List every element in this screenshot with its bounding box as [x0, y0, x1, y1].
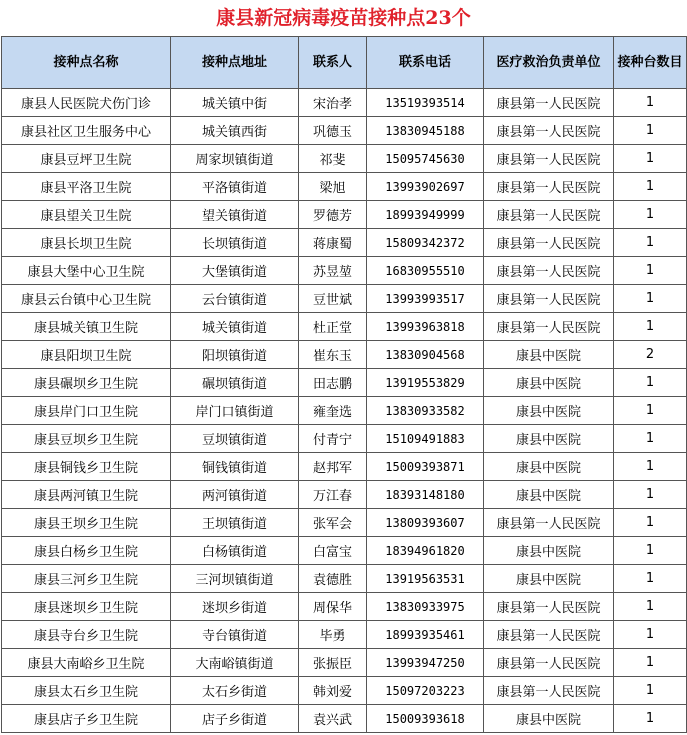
cell-station-count: 1 [614, 565, 687, 593]
cell-site-name: 康县寺台乡卫生院 [2, 621, 171, 649]
cell-medical-unit: 康县中医院 [484, 425, 614, 453]
cell-contact-person: 袁兴武 [299, 705, 367, 733]
cell-site-name: 康县人民医院犬伤门诊 [2, 89, 171, 117]
table-row [2, 649, 687, 677]
cell-contact-phone: 18394961820 [367, 537, 484, 565]
cell-contact-phone: 13809393607 [367, 509, 484, 537]
cell-contact-person: 赵邦军 [299, 453, 367, 481]
cell-site-address: 云台镇街道 [171, 285, 299, 313]
header-contact-phone: 联系电话 [367, 37, 484, 89]
cell-medical-unit: 康县第一人民医院 [484, 649, 614, 677]
cell-station-count: 1 [614, 453, 687, 481]
cell-site-name: 康县云台镇中心卫生院 [2, 285, 171, 313]
table-row [2, 201, 687, 229]
cell-contact-phone: 13830933582 [367, 397, 484, 425]
cell-medical-unit: 康县第一人民医院 [484, 621, 614, 649]
cell-site-name: 康县大南峪乡卫生院 [2, 649, 171, 677]
cell-station-count: 1 [614, 229, 687, 257]
cell-medical-unit: 康县中医院 [484, 705, 614, 733]
table-header-row [2, 37, 687, 89]
table-row [2, 145, 687, 173]
cell-station-count: 1 [614, 313, 687, 341]
cell-station-count: 1 [614, 117, 687, 145]
cell-contact-phone: 15009393618 [367, 705, 484, 733]
table-row [2, 537, 687, 565]
cell-station-count: 1 [614, 537, 687, 565]
cell-site-address: 望关镇街道 [171, 201, 299, 229]
cell-station-count: 1 [614, 369, 687, 397]
cell-site-name: 康县岸门口卫生院 [2, 397, 171, 425]
table-row [2, 89, 687, 117]
cell-station-count: 1 [614, 397, 687, 425]
cell-contact-phone: 18993935461 [367, 621, 484, 649]
cell-contact-phone: 15109491883 [367, 425, 484, 453]
cell-site-address: 豆坝镇街道 [171, 425, 299, 453]
header-medical-unit: 医疗救治负责单位 [484, 37, 614, 89]
table-row [2, 285, 687, 313]
cell-medical-unit: 康县中医院 [484, 481, 614, 509]
cell-site-name: 康县城关镇卫生院 [2, 313, 171, 341]
table-row [2, 397, 687, 425]
cell-medical-unit: 康县第一人民医院 [484, 677, 614, 705]
table-row [2, 453, 687, 481]
cell-contact-phone: 15009393871 [367, 453, 484, 481]
cell-contact-phone: 13919553829 [367, 369, 484, 397]
cell-contact-person: 苏昱堃 [299, 257, 367, 285]
cell-contact-person: 万江春 [299, 481, 367, 509]
cell-contact-phone: 13993963818 [367, 313, 484, 341]
table-row [2, 313, 687, 341]
cell-site-address: 迷坝乡街道 [171, 593, 299, 621]
cell-contact-phone: 15095745630 [367, 145, 484, 173]
cell-contact-person: 田志鹏 [299, 369, 367, 397]
table-row [2, 621, 687, 649]
cell-contact-person: 梁旭 [299, 173, 367, 201]
table-row [2, 173, 687, 201]
cell-site-name: 康县碾坝乡卫生院 [2, 369, 171, 397]
cell-contact-person: 罗德芳 [299, 201, 367, 229]
cell-contact-person: 豆世斌 [299, 285, 367, 313]
header-site-name: 接种点名称 [2, 37, 171, 89]
cell-contact-phone: 13993993517 [367, 285, 484, 313]
cell-site-name: 康县长坝卫生院 [2, 229, 171, 257]
cell-site-address: 白杨镇街道 [171, 537, 299, 565]
cell-station-count: 1 [614, 621, 687, 649]
cell-contact-person: 祁斐 [299, 145, 367, 173]
cell-medical-unit: 康县第一人民医院 [484, 173, 614, 201]
cell-medical-unit: 康县第一人民医院 [484, 89, 614, 117]
cell-site-name: 康县王坝乡卫生院 [2, 509, 171, 537]
cell-site-name: 康县豆坝乡卫生院 [2, 425, 171, 453]
cell-contact-person: 付青宁 [299, 425, 367, 453]
cell-site-address: 阳坝镇街道 [171, 341, 299, 369]
cell-station-count: 1 [614, 201, 687, 229]
cell-station-count: 1 [614, 593, 687, 621]
cell-contact-phone: 16830955510 [367, 257, 484, 285]
cell-site-address: 岸门口镇街道 [171, 397, 299, 425]
cell-contact-phone: 18993949999 [367, 201, 484, 229]
cell-station-count: 1 [614, 705, 687, 733]
cell-site-address: 寺台镇街道 [171, 621, 299, 649]
cell-station-count: 1 [614, 145, 687, 173]
cell-site-address: 城关镇街道 [171, 313, 299, 341]
cell-site-address: 大南峪镇街道 [171, 649, 299, 677]
cell-site-address: 王坝镇街道 [171, 509, 299, 537]
cell-site-address: 大堡镇街道 [171, 257, 299, 285]
cell-station-count: 1 [614, 173, 687, 201]
vaccination-sites-table [1, 36, 687, 733]
cell-station-count: 1 [614, 481, 687, 509]
cell-station-count: 1 [614, 425, 687, 453]
table-row [2, 425, 687, 453]
cell-medical-unit: 康县中医院 [484, 397, 614, 425]
cell-medical-unit: 康县第一人民医院 [484, 509, 614, 537]
cell-site-address: 长坝镇街道 [171, 229, 299, 257]
cell-station-count: 1 [614, 285, 687, 313]
table-row [2, 117, 687, 145]
table-row [2, 257, 687, 285]
cell-contact-person: 杜正堂 [299, 313, 367, 341]
cell-medical-unit: 康县中医院 [484, 341, 614, 369]
cell-contact-person: 毕勇 [299, 621, 367, 649]
cell-site-name: 康县太石乡卫生院 [2, 677, 171, 705]
cell-site-name: 康县铜钱乡卫生院 [2, 453, 171, 481]
cell-site-address: 周家坝镇街道 [171, 145, 299, 173]
cell-medical-unit: 康县第一人民医院 [484, 313, 614, 341]
table-row [2, 509, 687, 537]
cell-contact-person: 白富宝 [299, 537, 367, 565]
cell-station-count: 1 [614, 509, 687, 537]
header-site-address: 接种点地址 [171, 37, 299, 89]
cell-contact-phone: 18393148180 [367, 481, 484, 509]
cell-medical-unit: 康县第一人民医院 [484, 257, 614, 285]
cell-site-name: 康县望关卫生院 [2, 201, 171, 229]
cell-contact-person: 巩德玉 [299, 117, 367, 145]
cell-site-address: 店子乡街道 [171, 705, 299, 733]
cell-site-address: 碾坝镇街道 [171, 369, 299, 397]
cell-site-name: 康县白杨乡卫生院 [2, 537, 171, 565]
cell-site-address: 太石乡街道 [171, 677, 299, 705]
cell-contact-person: 宋治孝 [299, 89, 367, 117]
cell-medical-unit: 康县第一人民医院 [484, 229, 614, 257]
table-row [2, 677, 687, 705]
cell-site-address: 三河坝镇街道 [171, 565, 299, 593]
table-row [2, 369, 687, 397]
cell-medical-unit: 康县中医院 [484, 453, 614, 481]
cell-site-name: 康县社区卫生服务中心 [2, 117, 171, 145]
cell-contact-phone: 13993902697 [367, 173, 484, 201]
cell-station-count: 1 [614, 89, 687, 117]
cell-contact-person: 蒋康蜀 [299, 229, 367, 257]
cell-site-address: 两河镇街道 [171, 481, 299, 509]
cell-site-address: 铜钱镇街道 [171, 453, 299, 481]
cell-contact-phone: 13830933975 [367, 593, 484, 621]
cell-site-address: 城关镇中街 [171, 89, 299, 117]
cell-site-name: 康县两河镇卫生院 [2, 481, 171, 509]
table-row [2, 705, 687, 733]
cell-contact-person: 张振臣 [299, 649, 367, 677]
cell-site-name: 康县迷坝乡卫生院 [2, 593, 171, 621]
cell-contact-person: 韩刘爱 [299, 677, 367, 705]
table-body [2, 89, 687, 733]
cell-contact-phone: 13993947250 [367, 649, 484, 677]
cell-contact-phone: 13830945188 [367, 117, 484, 145]
cell-site-address: 城关镇西街 [171, 117, 299, 145]
cell-station-count: 1 [614, 677, 687, 705]
cell-station-count: 1 [614, 649, 687, 677]
cell-medical-unit: 康县第一人民医院 [484, 593, 614, 621]
cell-contact-phone: 15097203223 [367, 677, 484, 705]
cell-contact-phone: 13519393514 [367, 89, 484, 117]
cell-site-name: 康县店子乡卫生院 [2, 705, 171, 733]
cell-medical-unit: 康县中医院 [484, 369, 614, 397]
cell-contact-phone: 15809342372 [367, 229, 484, 257]
cell-site-name: 康县豆坪卫生院 [2, 145, 171, 173]
cell-contact-phone: 13919563531 [367, 565, 484, 593]
page-title: 康县新冠病毒疫苗接种点23个 [216, 7, 471, 29]
cell-medical-unit: 康县第一人民医院 [484, 201, 614, 229]
table-row [2, 229, 687, 257]
cell-station-count: 1 [614, 257, 687, 285]
table-row [2, 565, 687, 593]
cell-contact-person: 雍奎选 [299, 397, 367, 425]
cell-site-address: 平洛镇街道 [171, 173, 299, 201]
cell-medical-unit: 康县第一人民医院 [484, 285, 614, 313]
cell-medical-unit: 康县第一人民医院 [484, 117, 614, 145]
cell-station-count: 2 [614, 341, 687, 369]
cell-medical-unit: 康县第一人民医院 [484, 145, 614, 173]
table-row [2, 593, 687, 621]
cell-site-name: 康县三河乡卫生院 [2, 565, 171, 593]
header-station-count: 接种台数目 [614, 37, 687, 89]
cell-site-name: 康县大堡中心卫生院 [2, 257, 171, 285]
cell-contact-person: 崔东玉 [299, 341, 367, 369]
cell-site-name: 康县平洛卫生院 [2, 173, 171, 201]
cell-contact-person: 周保华 [299, 593, 367, 621]
cell-site-name: 康县阳坝卫生院 [2, 341, 171, 369]
table-row [2, 341, 687, 369]
table-row [2, 481, 687, 509]
cell-medical-unit: 康县中医院 [484, 565, 614, 593]
header-contact-person: 联系人 [299, 37, 367, 89]
cell-contact-phone: 13830904568 [367, 341, 484, 369]
cell-medical-unit: 康县中医院 [484, 537, 614, 565]
cell-contact-person: 袁德胜 [299, 565, 367, 593]
cell-contact-person: 张军会 [299, 509, 367, 537]
